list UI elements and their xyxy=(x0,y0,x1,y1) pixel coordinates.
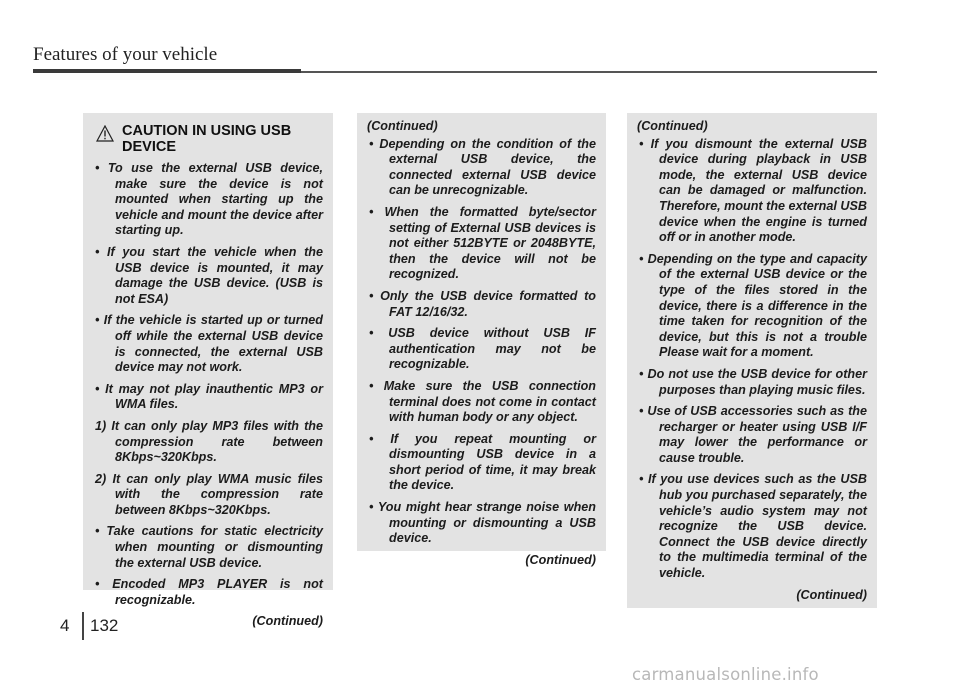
chapter-number: 4 xyxy=(60,616,70,635)
list-item: • Only the USB device formatted to FAT 12/16/32. xyxy=(369,288,596,319)
page-number: 132 xyxy=(90,616,119,635)
list-item: • When the formatted byte/sector setting of External USB devices is not either 512BYTE or 2048BYTE, then the device will not be recognized. xyxy=(369,204,596,282)
watermark-text: carmanualsonline.info xyxy=(632,665,819,684)
list-item: • If you start the vehicle when the USB device is mounted, it may damage the USB device. (USB is not ESA) xyxy=(95,244,323,306)
caution-title: CAUTION IN USING USB DEVICE xyxy=(122,123,292,155)
list-item: • Do not use the USB device for other purposes than playing music files. xyxy=(639,366,867,397)
caution-box-column-2 xyxy=(357,113,606,567)
caution-box-column-3 xyxy=(627,113,877,608)
header-rule-thin xyxy=(301,71,877,73)
continued-footer: (Continued) xyxy=(252,614,323,629)
list-item: • Use of USB accessories such as the recharger or heater using USB I/F may lower the performance or cause trouble. xyxy=(639,404,867,465)
list-item: • Make sure the USB connection terminal does not come in contact with human body or any object. xyxy=(369,378,596,425)
list-item: • It may not play inauthentic MP3 or WMA files. xyxy=(95,381,323,412)
caution-list-1 xyxy=(93,161,323,608)
list-item: • Depending on the type and capacity of the external USB device or the type of the files stored in the device, there is a difference in the time taken for recognition of the device, but this is not a trouble Please wait for a moment. xyxy=(639,251,867,360)
numbered-item: 1) It can only play MP3 files with the compression rate between 8Kbps~320Kbps. xyxy=(95,418,323,465)
list-item: • You might hear strange noise when mounting or dismounting a USB device. xyxy=(369,500,596,546)
list-item: • If you dismount the external USB device during playback in USB mode, the external USB device can be damaged or malfunction. Therefore, mount the external USB device when the engine is turned off or in another mode. xyxy=(639,136,867,245)
caution-list-3 xyxy=(637,137,867,582)
page-number-divider xyxy=(82,612,84,640)
continued-header: (Continued) xyxy=(367,119,438,133)
list-item: • USB device without USB IF authentication may not be recognizable. xyxy=(369,326,596,372)
list-item: • Encoded MP3 PLAYER is not recognizable. xyxy=(95,577,323,607)
caution-list-2 xyxy=(367,137,596,547)
list-item: • If the vehicle is started up or turned off while the external USB device is connected, the external USB device may not work. xyxy=(95,313,323,375)
numbered-item: 2) It can only play WMA music files with the compression rate between 8Kbps~320Kbps. xyxy=(95,471,323,517)
list-item: • Take cautions for static electricity when mounting or dismounting the external USB device. xyxy=(95,524,323,570)
page-header-title: Features of your vehicle xyxy=(33,44,218,65)
list-item: • To use the external USB device, make sure the device is not mounted when starting up the vehicle and mount the device after starting up. xyxy=(95,161,323,238)
continued-footer: (Continued) xyxy=(525,552,596,567)
continued-header: (Continued) xyxy=(637,119,708,133)
continued-footer: (Continued) xyxy=(796,587,867,602)
list-item: • Depending on the condition of the external USB device, the connected external USB device can be unrecognizable. xyxy=(369,136,596,198)
warning-triangle-icon xyxy=(96,125,114,142)
list-item: • If you repeat mounting or dismounting USB device in a short period of time, it may break the device. xyxy=(369,431,596,493)
header-rule-thick xyxy=(33,69,301,73)
caution-heading xyxy=(93,123,323,155)
header-rule xyxy=(33,69,877,73)
list-item: • If you use devices such as the USB hub you purchased separately, the vehicle’s audio system may not recognize the USB device. Connect the USB device directly to the multimedia terminal of the vehicle. xyxy=(639,472,867,581)
